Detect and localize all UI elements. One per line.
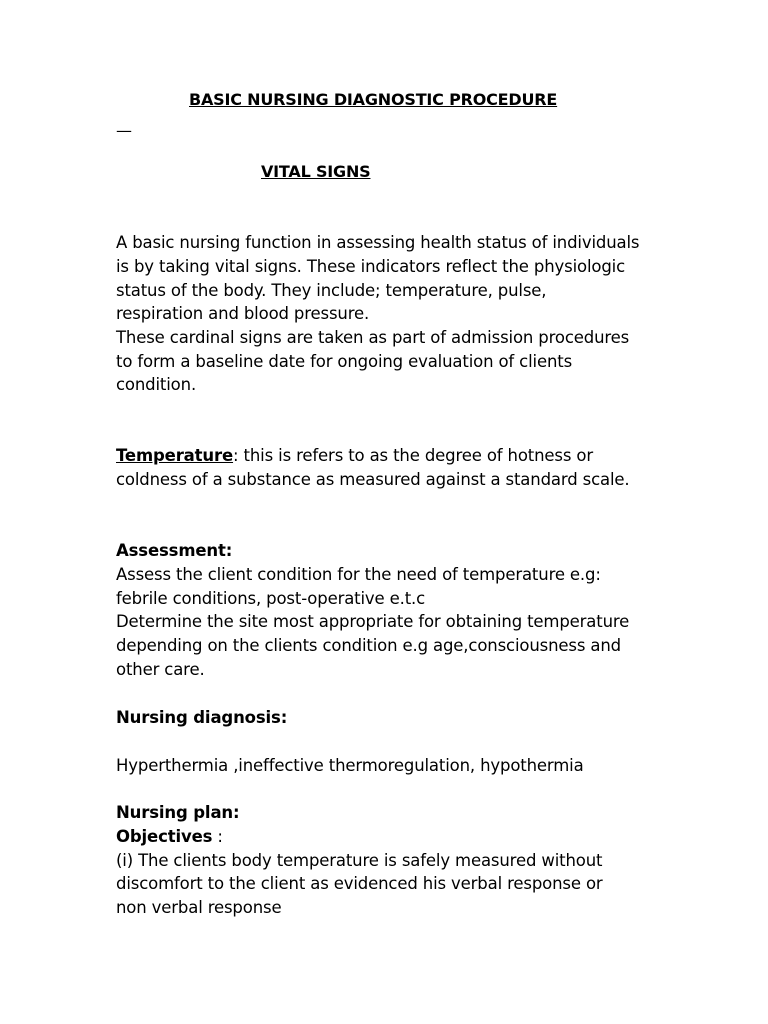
assessment-heading: Assessment:: [116, 541, 233, 560]
intro-line: is by taking vital signs. These indicators reflect the physiologic: [116, 257, 626, 276]
objective-line: discomfort to the client as evidenced his verbal response or: [116, 874, 603, 893]
nursing-plan-heading: Nursing plan:: [116, 803, 240, 822]
nursing-diagnosis-heading: Nursing diagnosis:: [116, 708, 288, 727]
objectives-line: [116, 825, 223, 849]
intro-line: condition.: [116, 375, 197, 394]
nursing-diagnosis-text: Hyperthermia ,ineffective thermoregulation, hypothermia: [116, 756, 584, 775]
intro-line: to form a baseline date for ongoing evaluation of clients: [116, 352, 573, 371]
assessment-line: Determine the site most appropriate for obtaining temperature: [116, 612, 630, 631]
title-dash: —: [116, 121, 132, 140]
assessment-line: Assess the client condition for the need of temperature e.g:: [116, 565, 601, 584]
temperature-definition-line: [116, 444, 593, 468]
temperature-definition-text: : this is refers to as the degree of hotness or: [233, 446, 593, 465]
objectives-label: Objectives: [116, 827, 213, 846]
intro-line: A basic nursing function in assessing health status of individuals: [116, 233, 640, 252]
temperature-term: Temperature: [116, 446, 234, 465]
document-title: BASIC NURSING DIAGNOSTIC PROCEDURE: [189, 90, 558, 109]
assessment-line: febrile conditions, post-operative e.t.c: [116, 589, 426, 608]
objective-line: non verbal response: [116, 898, 282, 917]
section-title-vital-signs: VITAL SIGNS: [261, 162, 371, 181]
temperature-definition-line: coldness of a substance as measured against a standard scale.: [116, 470, 630, 489]
objectives-colon: :: [212, 827, 223, 846]
intro-line: These cardinal signs are taken as part of admission procedures: [116, 328, 630, 347]
assessment-line: other care.: [116, 660, 205, 679]
objective-line: (i) The clients body temperature is safely measured without: [116, 851, 603, 870]
intro-line: respiration and blood pressure.: [116, 304, 370, 323]
assessment-line: depending on the clients condition e.g age,consciousness and: [116, 636, 621, 655]
intro-line: status of the body. They include; temperature, pulse,: [116, 281, 547, 300]
